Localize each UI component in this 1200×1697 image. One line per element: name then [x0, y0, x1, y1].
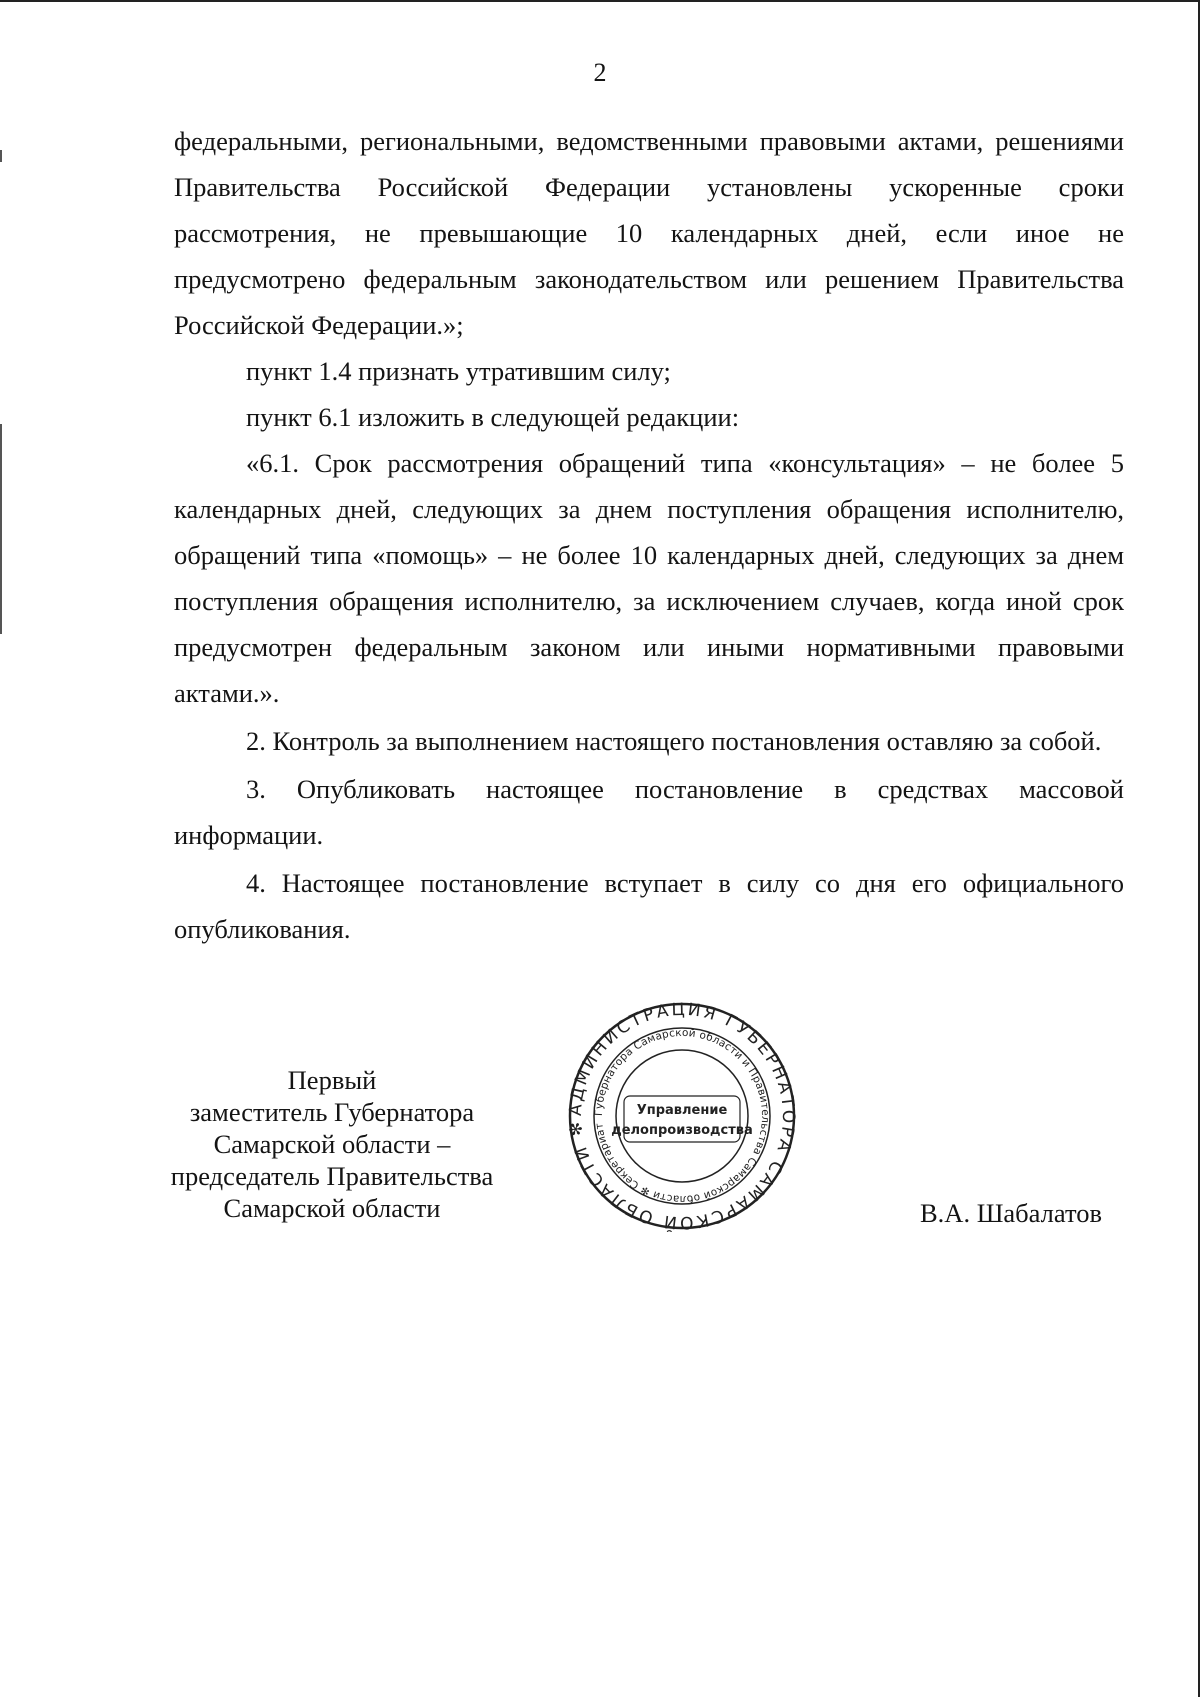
paragraph: пункт 1.4 признать утратившим силу;: [246, 356, 671, 386]
signer-name: В.А. Шабалатов: [920, 1198, 1102, 1228]
document-body: [174, 118, 1124, 952]
scan-mark: [0, 424, 2, 634]
signer-title-line: Первый: [287, 1065, 377, 1095]
page-top-edge: [0, 0, 1200, 2]
signer-title: [132, 1064, 532, 1224]
seal-outer-text: АДМИНИСТРАЦИЯ ГУБЕРНАТОРА САМАРСКОЙ ОБЛАСТИ ✻: [566, 1000, 798, 1232]
signer-title-line: Самарской области: [223, 1193, 441, 1223]
seal-center-line: Управление: [636, 1103, 728, 1118]
seal-graphic: [566, 1000, 798, 1232]
signer-title-line: Самарской области –: [213, 1129, 451, 1159]
paragraph: федеральными, региональными, ведомственными правовыми актами, решениями Правительства Российской Федерации установлены ускоренные сроки рассмотрения, не превышающие 10 календарных дней, если иное не предусмотрено федеральным законодательством или решением Правительства Российской Федерации.»;: [174, 126, 1124, 340]
paragraph: 4. Настоящее постановление вступает в силу со дня его официального опубликования.: [174, 868, 1124, 944]
signer-title-line: председатель Правительства: [170, 1161, 494, 1191]
signer-title-line: заместитель Губернатора: [189, 1097, 475, 1127]
paragraph: 2. Контроль за выполнением настоящего постановления оставляю за собой.: [246, 726, 1102, 756]
seal-center-line: делопроизводства: [611, 1123, 753, 1138]
seal-inner-text: Губернатора Самарской области и Правительства Самарской области ✻ Секретариат: [592, 1026, 772, 1206]
paragraph: пункт 6.1 изложить в следующей редакции:: [246, 402, 740, 432]
paragraph: 3. Опубликовать настоящее постановление в средствах массовой информации.: [174, 774, 1124, 850]
paragraph: «6.1. Срок рассмотрения обращений типа «консультация» – не более 5 календарных дней, следующих за днем поступления обращения исполнителю, обращений типа «помощь» – не более 10 календарных дней, следующих за днем поступления обращения исполнителю, за исключением случаев, когда иной срок предусмотрен федеральным законом или иными нормативными правовыми актами.».: [174, 448, 1124, 708]
page-number: 2: [593, 58, 607, 87]
scan-mark: [0, 150, 2, 162]
official-seal: [566, 1000, 798, 1232]
